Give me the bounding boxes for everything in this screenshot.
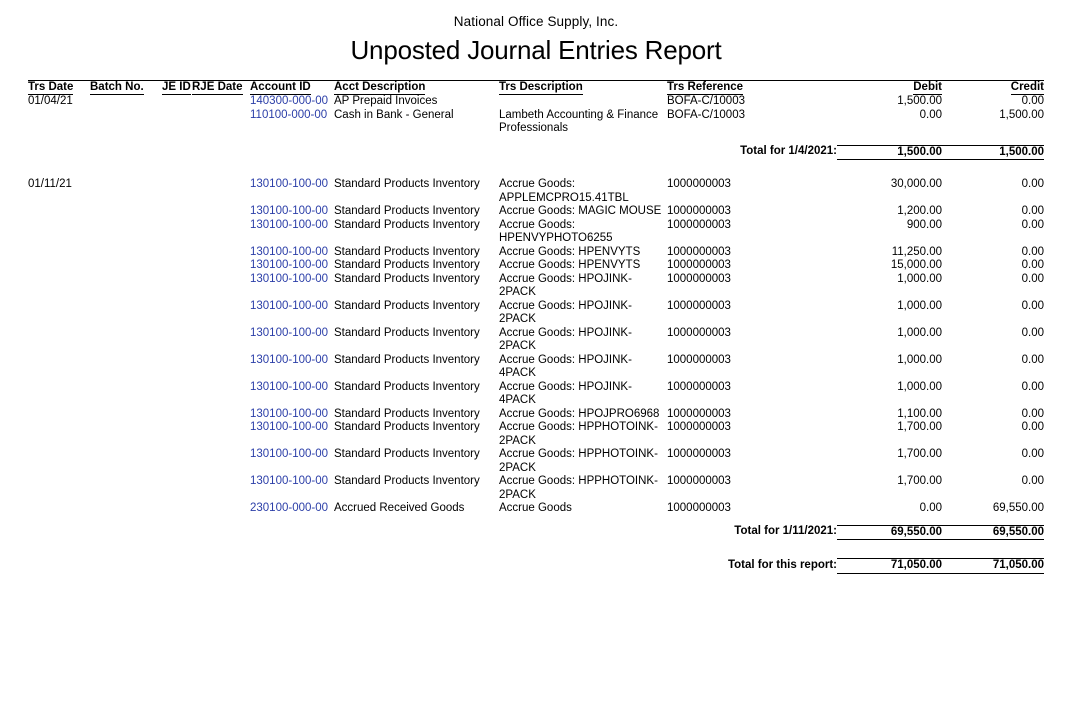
cell-batch-no (90, 246, 162, 260)
grand-total-debit: 71,050.00 (837, 559, 942, 574)
cell-batch-no (90, 109, 162, 136)
grand-total-credit: 71,050.00 (942, 559, 1044, 574)
table-row (28, 475, 1044, 502)
cell-credit: 0.00 (1021, 218, 1044, 231)
table-row (28, 408, 1044, 422)
table-row (28, 205, 1044, 219)
cell-acct-description: Standard Products Inventory (334, 245, 480, 258)
cell-credit: 69,550.00 (992, 502, 1044, 514)
cell-je-id (162, 109, 192, 136)
cell-rje-date (192, 381, 250, 408)
cell-je-id (162, 259, 192, 273)
cell-debit: 15,000.00 (890, 259, 942, 271)
cell-debit: 1,000.00 (897, 299, 942, 312)
cell-debit: 1,700.00 (897, 475, 942, 487)
table-row (28, 381, 1044, 408)
column-header-batch-no: Batch No. (90, 81, 144, 93)
cell-batch-no (90, 408, 162, 422)
cell-trs-reference: 1000000003 (667, 421, 731, 433)
column-header-credit: Credit (1010, 81, 1044, 93)
column-header-trs-description: Trs Description (499, 81, 583, 93)
cell-acct-description: Standard Products Inventory (334, 205, 480, 217)
cell-acct-description: Standard Products Inventory (334, 299, 480, 312)
cell-acct-description: Standard Products Inventory (334, 380, 480, 393)
cell-rje-date (192, 205, 250, 219)
cell-trs-reference: 1000000003 (667, 259, 731, 271)
table-row (28, 246, 1044, 260)
cell-account-id[interactable]: 130100-100-00 (250, 218, 329, 231)
cell-je-id (162, 300, 192, 327)
cell-je-id (162, 273, 192, 300)
cell-trs-date: 01/11/21 (28, 178, 72, 190)
cell-trs-description: Accrue Goods: HPENVYTS (499, 259, 641, 271)
cell-trs-reference: 1000000003 (667, 326, 731, 339)
cell-trs-reference: 1000000003 (667, 475, 731, 487)
column-header-trs-reference: Trs Reference (667, 81, 744, 93)
cell-debit: 1,100.00 (897, 407, 942, 420)
cell-trs-reference: 1000000003 (667, 380, 731, 393)
cell-account-id[interactable]: 130100-100-00 (250, 448, 329, 460)
column-header-debit: Debit (913, 81, 942, 93)
cell-account-id[interactable]: 130100-100-00 (250, 407, 329, 420)
cell-debit: 1,000.00 (897, 380, 942, 393)
cell-je-id (162, 95, 192, 109)
cell-debit: 1,000.00 (897, 353, 942, 366)
column-header-account-id: Account ID (250, 81, 311, 93)
cell-trs-date (28, 381, 90, 408)
cell-trs-description: Accrue Goods: HPPHOTOINK-2PACK (499, 475, 658, 501)
cell-credit: 0.00 (1021, 380, 1044, 393)
cell-rje-date (192, 246, 250, 260)
table-row (28, 95, 1044, 109)
cell-trs-reference: 1000000003 (667, 218, 731, 231)
cell-trs-description: Accrue Goods: HPOJINK-2PACK (499, 272, 632, 298)
cell-trs-reference: 1000000003 (667, 299, 731, 312)
cell-trs-date (28, 475, 90, 502)
cell-account-id[interactable]: 130100-100-00 (250, 245, 329, 258)
cell-account-id[interactable]: 130100-100-00 (250, 353, 329, 366)
cell-trs-date (28, 205, 90, 219)
cell-credit: 1,500.00 (999, 108, 1044, 121)
cell-trs-description: Lambeth Accounting & Finance Professionals (499, 108, 659, 134)
cell-acct-description: AP Prepaid Invoices (334, 95, 438, 107)
subtotal-label: Total for 1/4/2021: (740, 145, 837, 157)
cell-trs-reference: 1000000003 (667, 407, 731, 420)
cell-trs-description: Accrue Goods: HPOJINK-2PACK (499, 326, 632, 352)
cell-credit: 0.00 (1021, 299, 1044, 312)
cell-trs-description: Accrue Goods (499, 502, 572, 514)
cell-acct-description: Standard Products Inventory (334, 475, 480, 487)
cell-credit: 0.00 (1021, 353, 1044, 366)
table-row (28, 448, 1044, 475)
cell-je-id (162, 246, 192, 260)
cell-rje-date (192, 300, 250, 327)
cell-batch-no (90, 421, 162, 448)
cell-trs-description (499, 95, 667, 109)
page-title: Unposted Journal Entries Report (350, 35, 722, 65)
company-name: National Office Supply, Inc. (453, 14, 619, 29)
cell-trs-date (28, 354, 90, 381)
subtotal-label: Total for 1/11/2021: (734, 525, 837, 537)
cell-rje-date (192, 95, 250, 109)
cell-account-id[interactable]: 130100-100-00 (250, 475, 329, 487)
table-row (28, 259, 1044, 273)
cell-trs-date (28, 448, 90, 475)
table-row (28, 354, 1044, 381)
cell-trs-description: Accrue Goods: HPOJINK-4PACK (499, 353, 632, 379)
cell-trs-reference: BOFA-C/10003 (667, 108, 745, 121)
cell-je-id (162, 178, 192, 205)
cell-account-id[interactable]: 130100-100-00 (250, 380, 329, 393)
table-row (28, 273, 1044, 300)
cell-je-id (162, 354, 192, 381)
cell-je-id (162, 327, 192, 354)
cell-batch-no (90, 300, 162, 327)
row-spacer (28, 160, 1044, 179)
cell-debit: 30,000.00 (890, 178, 942, 190)
cell-credit: 0.00 (1021, 245, 1044, 258)
cell-trs-reference: 1000000003 (667, 353, 731, 366)
cell-account-id[interactable]: 110100-000-00 (250, 108, 328, 121)
cell-credit: 0.00 (1021, 178, 1044, 190)
cell-acct-description: Standard Products Inventory (334, 448, 480, 460)
journal-entries-table (28, 81, 1044, 574)
cell-account-id[interactable]: 130100-100-00 (250, 272, 329, 285)
cell-rje-date (192, 408, 250, 422)
cell-acct-description: Standard Products Inventory (334, 272, 480, 285)
cell-batch-no (90, 448, 162, 475)
cell-credit: 0.00 (1021, 421, 1044, 433)
subtotal-debit: 1,500.00 (837, 145, 942, 160)
cell-trs-description: Accrue Goods: HPPHOTOINK-2PACK (499, 448, 658, 474)
table-row (28, 178, 1044, 205)
cell-rje-date (192, 178, 250, 205)
table-row (28, 300, 1044, 327)
cell-account-id[interactable]: 130100-100-00 (250, 205, 329, 217)
cell-account-id[interactable]: 130100-100-00 (250, 299, 329, 312)
cell-acct-description: Standard Products Inventory (334, 259, 480, 271)
subtotal-debit: 69,550.00 (837, 525, 942, 540)
cell-rje-date (192, 327, 250, 354)
cell-batch-no (90, 475, 162, 502)
column-header-rje-date: RJE Date (192, 81, 243, 93)
cell-trs-description: Accrue Goods: APPLEMCPRO15.41TBL (499, 178, 629, 204)
cell-trs-reference: 1000000003 (667, 178, 731, 190)
cell-batch-no (90, 259, 162, 273)
cell-debit: 1,200.00 (897, 205, 942, 217)
cell-trs-date: 01/04/21 (28, 95, 73, 107)
cell-trs-reference: 1000000003 (667, 205, 731, 217)
cell-account-id[interactable]: 140300-000-00 (250, 95, 329, 107)
cell-credit: 0.00 (1021, 95, 1044, 107)
cell-debit: 1,700.00 (897, 421, 942, 433)
cell-debit: 1,500.00 (897, 95, 942, 107)
cell-credit: 0.00 (1021, 259, 1044, 271)
cell-credit: 0.00 (1021, 448, 1044, 460)
subtotal-row-1 (28, 145, 1044, 160)
cell-trs-date (28, 219, 90, 246)
row-spacer (28, 136, 1044, 146)
cell-trs-reference: 1000000003 (667, 272, 731, 285)
cell-acct-description: Standard Products Inventory (334, 326, 480, 339)
table-row (28, 109, 1044, 136)
cell-batch-no (90, 95, 162, 109)
cell-credit: 0.00 (1021, 272, 1044, 285)
cell-je-id (162, 205, 192, 219)
cell-credit: 0.00 (1021, 407, 1044, 420)
table-row (28, 421, 1044, 448)
cell-batch-no (90, 381, 162, 408)
cell-credit: 0.00 (1021, 475, 1044, 487)
cell-credit: 0.00 (1021, 326, 1044, 339)
cell-account-id[interactable]: 130100-100-00 (250, 326, 329, 339)
cell-trs-reference: BOFA-C/10003 (667, 95, 745, 107)
cell-rje-date (192, 475, 250, 502)
column-header-je-id: JE ID (162, 81, 191, 93)
cell-debit: 1,700.00 (897, 448, 942, 460)
cell-debit: 0.00 (919, 108, 942, 121)
cell-batch-no (90, 327, 162, 354)
cell-trs-date (28, 109, 90, 136)
subtotal-credit: 69,550.00 (942, 525, 1044, 540)
cell-account-id[interactable]: 130100-100-00 (250, 259, 329, 271)
cell-trs-description: Accrue Goods: HPOJPRO6968 (499, 407, 660, 420)
cell-acct-description: Cash in Bank - General (334, 108, 454, 121)
cell-acct-description: Standard Products Inventory (334, 178, 480, 190)
row-spacer (28, 516, 1044, 526)
cell-je-id (162, 448, 192, 475)
table-row (28, 327, 1044, 354)
cell-rje-date (192, 109, 250, 136)
cell-debit: 900.00 (906, 218, 942, 231)
cell-trs-date (28, 327, 90, 354)
cell-debit: 0.00 (919, 502, 942, 514)
cell-rje-date (192, 273, 250, 300)
cell-trs-date (28, 502, 90, 516)
grand-total-label: Total for this report: (727, 558, 837, 571)
cell-batch-no (90, 205, 162, 219)
cell-acct-description: Accrued Received Goods (334, 502, 465, 514)
cell-batch-no (90, 273, 162, 300)
table-row (28, 219, 1044, 246)
cell-batch-no (90, 219, 162, 246)
cell-trs-description: Accrue Goods: HPOJINK-4PACK (499, 380, 632, 406)
cell-debit: 11,250.00 (891, 245, 942, 258)
cell-je-id (162, 475, 192, 502)
cell-rje-date (192, 502, 250, 516)
cell-account-id[interactable]: 130100-100-00 (250, 178, 329, 190)
cell-trs-date (28, 300, 90, 327)
cell-rje-date (192, 448, 250, 475)
cell-rje-date (192, 354, 250, 381)
table-body (28, 95, 1044, 573)
cell-trs-date (28, 421, 90, 448)
cell-trs-reference: 1000000003 (667, 448, 731, 460)
cell-batch-no (90, 354, 162, 381)
cell-trs-reference: 1000000003 (667, 502, 731, 514)
cell-trs-description: Accrue Goods: MAGIC MOUSE (499, 205, 662, 217)
column-header-acct-description: Acct Description (334, 81, 426, 93)
grand-total-row (28, 559, 1044, 574)
cell-je-id (162, 408, 192, 422)
table-row (28, 502, 1044, 516)
subtotal-credit: 1,500.00 (942, 145, 1044, 160)
cell-trs-date (28, 259, 90, 273)
cell-account-id[interactable]: 230100-000-00 (250, 502, 329, 514)
cell-acct-description: Standard Products Inventory (334, 353, 480, 366)
subtotal-row-2 (28, 525, 1044, 540)
cell-trs-description: Accrue Goods: HPPHOTOINK-2PACK (499, 421, 658, 447)
cell-je-id (162, 219, 192, 246)
cell-je-id (162, 421, 192, 448)
cell-acct-description: Standard Products Inventory (334, 407, 480, 420)
cell-rje-date (192, 259, 250, 273)
cell-debit: 1,000.00 (897, 272, 942, 285)
cell-trs-description: Accrue Goods: HPENVYPHOTO6255 (499, 218, 613, 244)
cell-batch-no (90, 502, 162, 516)
cell-trs-date (28, 408, 90, 422)
cell-je-id (162, 502, 192, 516)
column-header-trs-date: Trs Date (28, 81, 74, 93)
cell-trs-description: Accrue Goods: HPOJINK-2PACK (499, 299, 632, 325)
cell-rje-date (192, 421, 250, 448)
table-header (28, 81, 1044, 95)
cell-acct-description: Standard Products Inventory (334, 218, 480, 231)
cell-batch-no (90, 178, 162, 205)
report-page (0, 14, 1072, 710)
cell-rje-date (192, 219, 250, 246)
cell-debit: 1,000.00 (897, 326, 942, 339)
cell-je-id (162, 381, 192, 408)
cell-trs-date (28, 246, 90, 260)
cell-account-id[interactable]: 130100-100-00 (250, 421, 329, 433)
cell-trs-description: Accrue Goods: HPENVYTS (499, 245, 641, 258)
cell-trs-reference: 1000000003 (667, 245, 731, 258)
cell-credit: 0.00 (1021, 205, 1044, 217)
row-spacer (28, 540, 1044, 559)
cell-trs-date (28, 273, 90, 300)
cell-acct-description: Standard Products Inventory (334, 421, 480, 433)
